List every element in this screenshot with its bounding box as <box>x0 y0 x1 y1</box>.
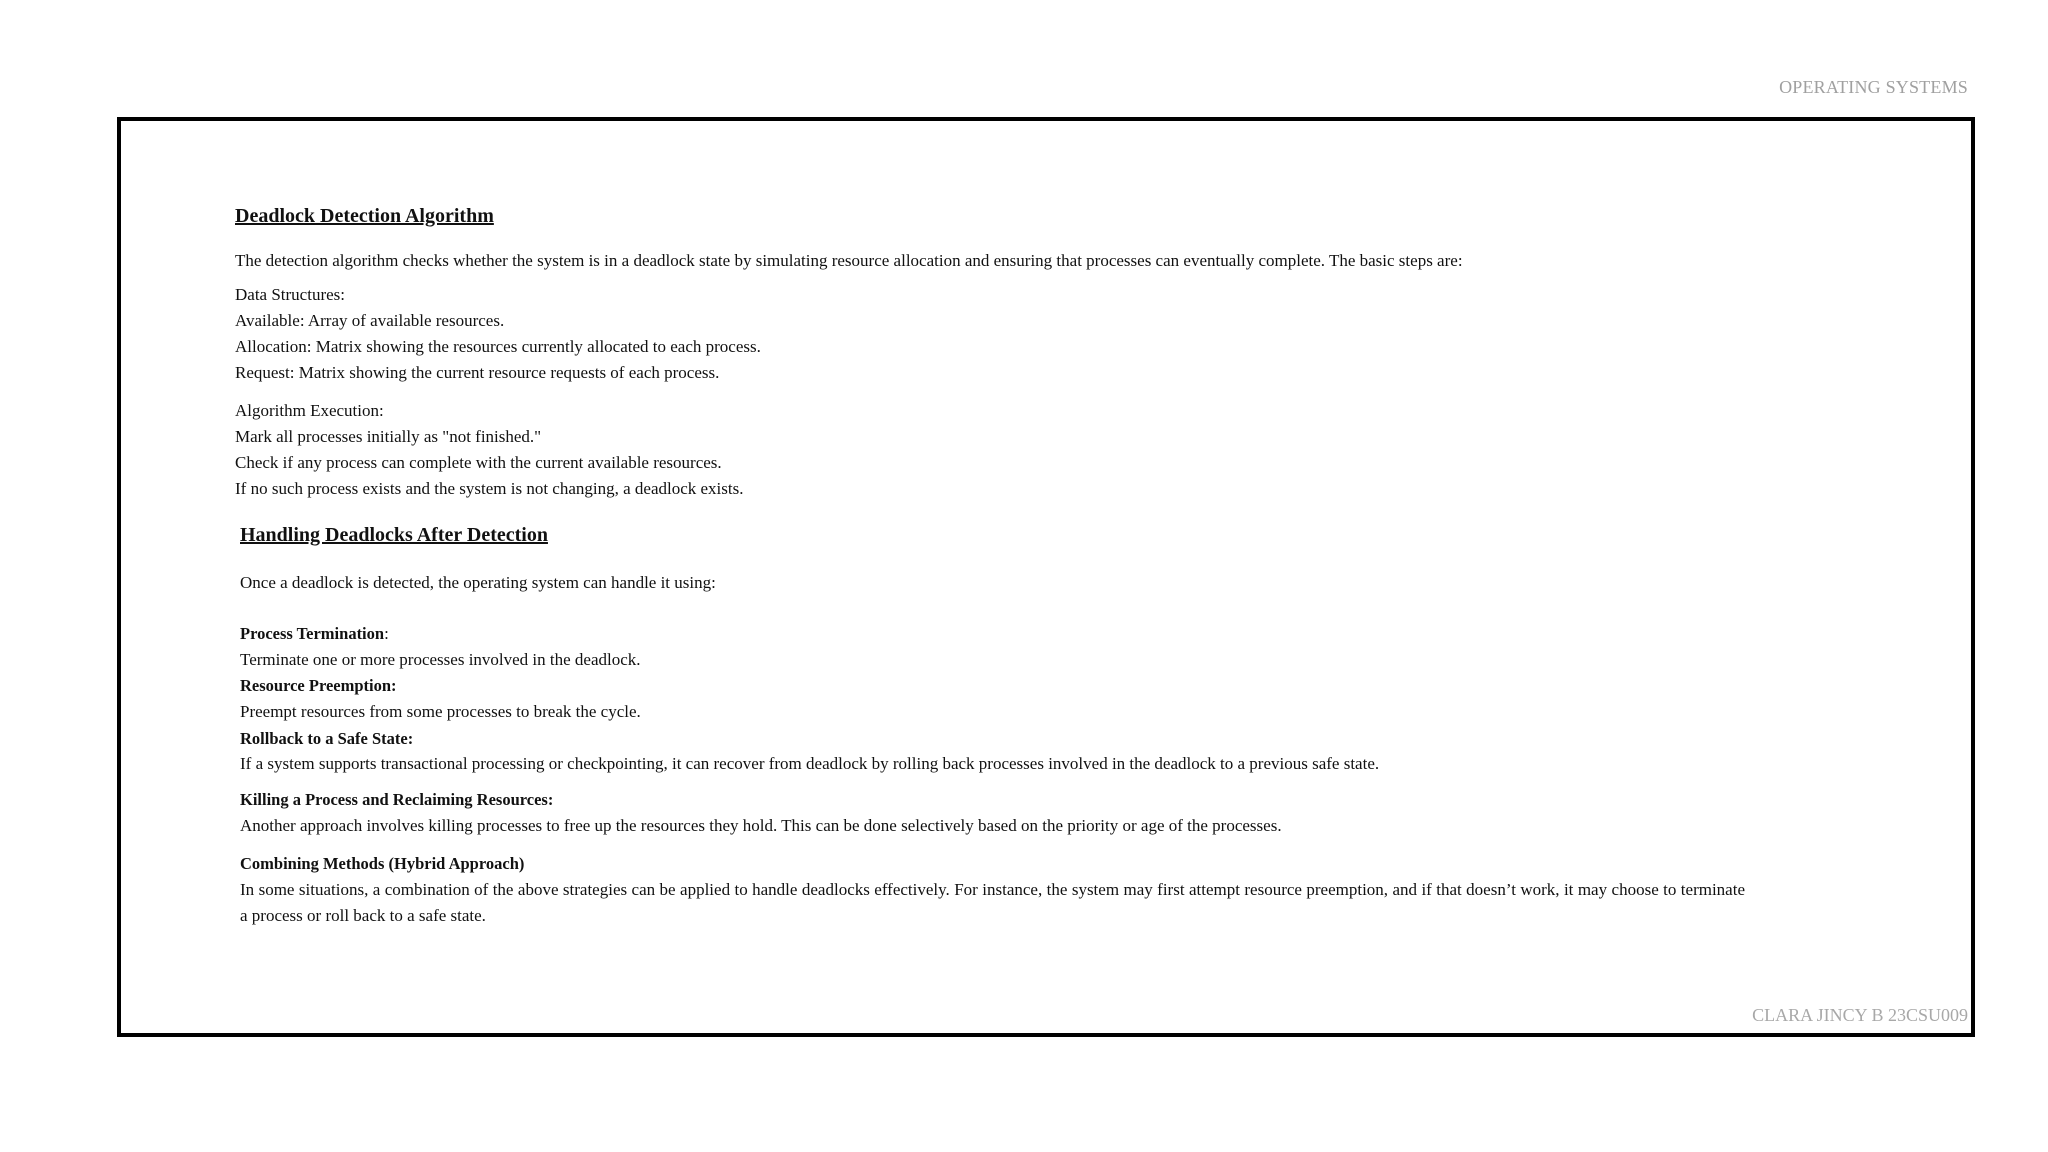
process-termination-heading <box>235 621 1755 647</box>
section-heading-handling: Handling Deadlocks After Detection <box>240 524 548 546</box>
allocation-line: Allocation: Matrix showing the resources currently allocated to each process. <box>235 337 761 356</box>
process-termination-title: Process Termination <box>240 624 385 643</box>
resource-preemption-title: Resource Preemption: <box>240 676 397 695</box>
request-line: Request: Matrix showing the current resource requests of each process. <box>235 363 720 382</box>
hybrid-approach-title: Combining Methods (Hybrid Approach) <box>240 854 525 873</box>
document-content <box>235 203 1755 929</box>
header-course-title: OPERATING SYSTEMS <box>1779 77 1968 97</box>
detection-intro: The detection algorithm checks whether the system is in a deadlock state by simulating resource allocation and ensuring that processes can eventually complete. The basic steps are: <box>235 251 1463 270</box>
footer-author: CLARA JINCY B 23CSU009 <box>1752 1005 1968 1025</box>
data-structures-label: Data Structures: <box>235 285 345 304</box>
execution-step-3: If no such process exists and the system is not changing, a deadlock exists. <box>235 479 744 498</box>
killing-process-title: Killing a Process and Reclaiming Resources: <box>240 790 554 809</box>
available-line: Available: Array of available resources. <box>235 311 505 330</box>
handling-intro: Once a deadlock is detected, the operating system can handle it using: <box>240 573 716 592</box>
killing-process-text: Another approach involves killing processes to free up the resources they hold. This can be done selectively based on the priority or age of the processes. <box>240 816 1282 835</box>
rollback-title: Rollback to a Safe State: <box>240 729 414 748</box>
execution-step-2: Check if any process can complete with the current available resources. <box>235 453 722 472</box>
process-termination-text: Terminate one or more processes involved in the deadlock. <box>240 650 641 669</box>
process-termination-colon: : <box>384 624 389 643</box>
execution-step-1: Mark all processes initially as "not finished." <box>235 427 542 446</box>
resource-preemption-text: Preempt resources from some processes to break the cycle. <box>240 702 641 721</box>
section-heading-detection: Deadlock Detection Algorithm <box>235 205 494 227</box>
algorithm-execution-label: Algorithm Execution: <box>235 401 384 420</box>
rollback-text: If a system supports transactional processing or checkpointing, it can recover from deadlock by rolling back processes involved in the deadlock to a previous safe state. <box>240 754 1380 773</box>
hybrid-approach-text: In some situations, a combination of the above strategies can be applied to handle deadlocks effectively. For instance, the system may first attempt resource preemption, and if that doesn’t work, it may choose to terminate a process or roll back to a safe state. <box>240 880 1745 925</box>
